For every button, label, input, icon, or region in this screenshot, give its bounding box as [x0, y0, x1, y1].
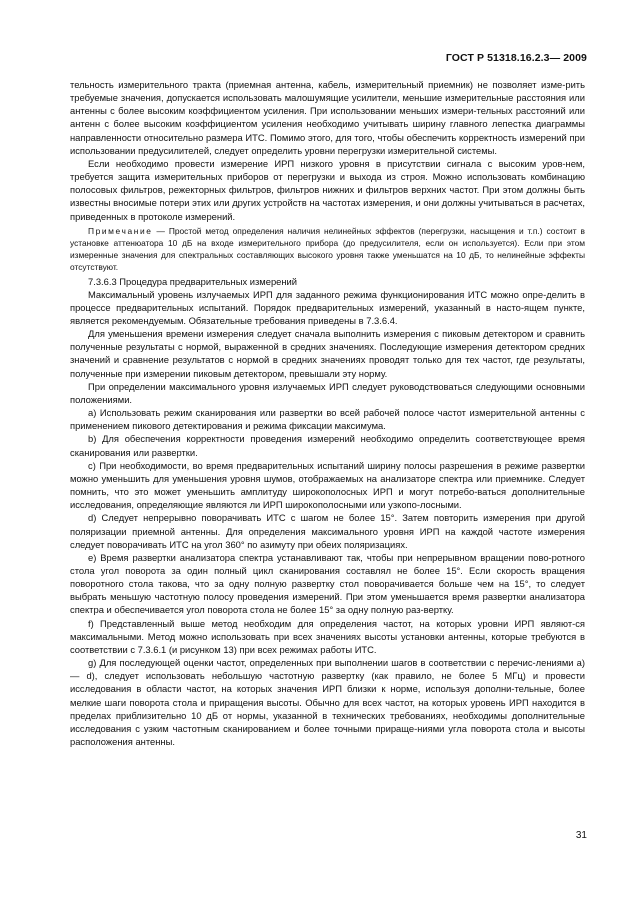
list-item-e: e) Время развертки анализатора спектра устанавливают так, чтобы при непрерывном вращении пово-ротного стола угол поворота за один полный цикл сканирования составлял не более 15°. Если скорость вращения поворотного стола такова, что за одну полную развертку стол поворачивается больше чем на 15°, то следует выбрать меньшую частотную полосу проведения измерений. При этом уменьшается время развертки анализатора спектра и обеспечивается угол поворота стола не более 15° за одну полную раз-вертку.	[70, 551, 585, 616]
list-item-a: а) Использовать режим сканирования или развертки во всей рабочей полосе частот измерительной антенны с применением пикового детектирования и режима фиксации максимума.	[70, 407, 585, 432]
paragraph-max-level: Максимальный уровень излучаемых ИРП для заданного режима функционирования ИТС можно опре-делить в процессе предварительных испытаний. Порядок предварительных измерений, указанный в насто-ящем пункте, является рекомендуемым. Обязательные требования приведены в 7.3.6.4.	[70, 288, 585, 326]
paragraph-guidelines: При определении максимального уровня излучаемых ИРП следует руководствоваться следующими основными положениями.	[70, 380, 585, 405]
list-item-g: g) Для последующей оценки частот, определенных при выполнении шагов в соответствии с перечис-лениями а) — d), следует использовать небольшую частотную развертку (как правило, не более 5 МГц) и провести исследования в области частот, на которых значения ИРП близки к норме, используя дополни-тельные, более мелкие шаги поворота стола и приращения высоты. Обычно для всех частот, на которых уровень ИРП находится в пределах приблизительно 10 дБ от нормы, указанной в технических требованиях, необходимы дополнительные исследования с узким частотным сканированием и более точными прираще-ниями угла поворота стола и высоты расположения антенны.	[70, 657, 585, 747]
list-item-c: c) При необходимости, во время предварительных испытаний ширину полосы разрешения в режиме развертки можно уменьшить для уменьшения уровня шумов, отображаемых на анализаторе спектра или приемнике. Следует помнить, что это может уменьшить амплитуду широкополосных ИРП и могут потребо-ваться дополнительные исследования, определяющие являются ли ИРП широкополосными или узкопо-лосными.	[70, 459, 585, 511]
list-item-f: f) Представленный выше метод необходим для определения частот, на которых уровни ИРП являют-ся максимальными. Метод можно использовать при всех значениях высоты установки антенны, которые требуются в соответствии с 7.3.6.1 (и рисунком 13) при всех режимах работы ИТС.	[70, 617, 585, 655]
note	[70, 225, 585, 274]
paragraph-peak-detector: Для уменьшения времени измерения следует сначала выполнить измерения с пиковым детектором и сравнить полученные результаты с нормой, выраженной в средних значениях. Последующие измерения детектором средних значений и сравнение результатов с нормой в средних значениях проводят только для тех частот, где результаты, полученные при измерении пиковым детектором, превышали эту норму.	[70, 328, 585, 379]
document-code-header: ГОСТ Р 51318.16.2.3— 2009	[445, 52, 587, 64]
list-item-b: b) Для обеспечения корректности проведения измерений необходимо определить соответствующее время сканирования или развертки.	[70, 433, 585, 458]
paragraph-overload-protection: Если необходимо провести измерение ИРП низкого уровня в присутствии сигнала с высоким уров-нем, требуется защита измерительных приборов от перегрузки и выхода из строя. Можно использовать комбинацию полосовых фильтров, режекторных фильтров, фильтров нижних и фильтров верхних частот. При этом должны быть известны вносимые потери этих или других устройств на частотах измерения, и они должны учитываться в расчетах, приведенных в протоколе измерений.	[70, 157, 585, 222]
page-number: 31	[575, 830, 587, 841]
paragraph-continuation: тельность измерительного тракта (приемная антенна, кабель, измерительный приемник) не позволяет изме-рить требуемые значения, допускается использовать малошумящие усилители, меньшие измерительные расстояния или антенны с более высоким коэффициентом усиления. При использовании меньших измери-тельных расстояний или антенн с более высоким коэффициентом усиления необходимо учитывать ширину главного лепестка диаграммы направленности относительно размера ИТС. Помимо этого, для того, чтобы обеспечить корректность измерений при использовании предусилителей, следует определить уровни перегрузки измерительной системы.	[70, 79, 585, 156]
section-heading: 7.3.6.3 Процедура предварительных измерений	[88, 275, 298, 287]
note-label: Примечание	[88, 225, 153, 236]
list-item-d: d) Следует непрерывно поворачивать ИТС с шагом не более 15°. Затем повторить измерения при другой поляризации приемной антенны. Для определения максимального уровня ИРП на каждой частоте измерения следует поворачивать ИТС на угол 360° по азимуту при обеих поляризациях.	[70, 512, 585, 550]
note-text: — Простой метод определения наличия нелинейных эффектов (перегрузки, насыщения и т.п.) состоит в установке аттенюатора 10 дБ на входе измерительного прибора (до предусилителя, если он используется). Если при этом измеренные значения для спектральных составляющих высокого уровня также уменьшатся на 10 дБ, то нелинейные эффекты отсутствуют.	[70, 225, 585, 273]
body-text	[70, 78, 585, 748]
